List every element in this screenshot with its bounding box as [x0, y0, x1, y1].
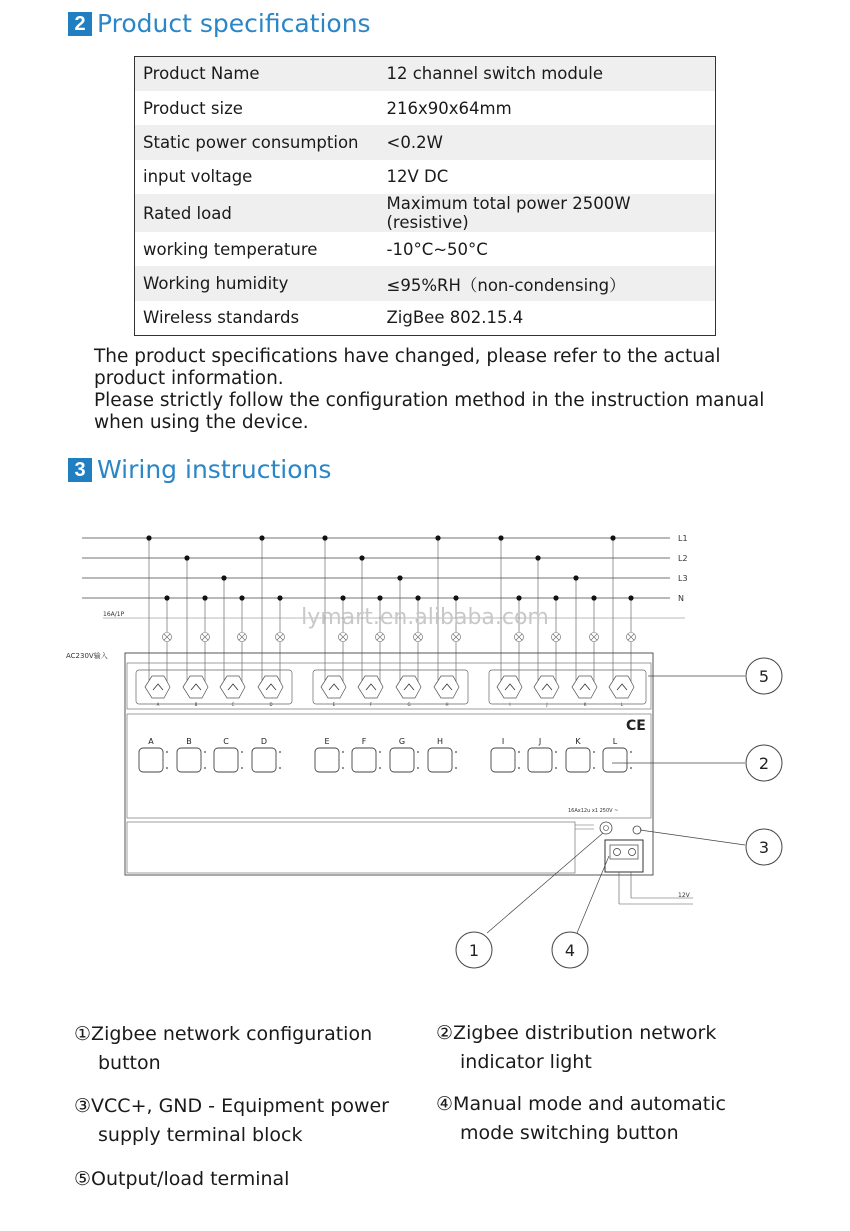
terminal-label: E: [332, 702, 336, 707]
zigbee-config-button[interactable]: [600, 822, 612, 834]
legend-text: Zigbee distribution network: [453, 1022, 717, 1044]
load-lamp-icon: [339, 633, 348, 642]
legend-item-power-terminal: [74, 1092, 414, 1150]
junction-dot: [453, 595, 458, 600]
spec-key: Product size: [143, 98, 243, 118]
bus-line-label: L1: [678, 534, 688, 543]
terminal-label: J: [546, 702, 548, 707]
channel-label: K: [575, 737, 581, 746]
spec-key: Rated load: [135, 194, 379, 232]
legend-text: VCC+, GND - Equipment power: [91, 1095, 389, 1117]
junction-dot: [610, 535, 615, 540]
legend-text-cont: supply terminal block: [98, 1124, 303, 1146]
section-number-badge: 3: [68, 458, 92, 482]
terminal-label: B: [194, 702, 198, 707]
junction-dot: [435, 535, 440, 540]
legend-text-cont: mode switching button: [460, 1122, 679, 1144]
channel-label: I: [501, 737, 505, 746]
spec-key: Working humidity: [135, 266, 379, 300]
rating-label: 16Ax12u x1 250V ~: [568, 808, 619, 814]
legend-item-config-button: [74, 1020, 414, 1078]
legend-item-mode-button: [436, 1090, 776, 1148]
legend-text-cont: indicator light: [460, 1051, 592, 1073]
junction-dot: [146, 535, 151, 540]
notes: [94, 346, 794, 434]
load-lamp-icon: [276, 633, 285, 642]
legend-text: Output/load terminal: [91, 1168, 290, 1190]
spec-value: ≤95%RH（non-condensing）: [379, 266, 716, 300]
channel-indicator: [603, 737, 632, 772]
watermark: lymart.en.alibaba.com: [301, 605, 549, 630]
channel-indicator: [315, 737, 344, 772]
zigbee-indicator-light: [633, 826, 641, 834]
bus-line-label: N: [678, 594, 684, 603]
section-title-text: Product specifications: [97, 9, 371, 38]
spec-value: <0.2W: [379, 125, 716, 159]
section-title-specifications: [68, 9, 371, 38]
channel-indicator: [177, 737, 206, 772]
junction-dot: [498, 535, 503, 540]
junction-dot: [277, 595, 282, 600]
legend-text: Zigbee network configuration: [91, 1023, 373, 1045]
output-terminal: [497, 676, 522, 707]
junction-dot: [340, 595, 345, 600]
junction-dot: [415, 595, 420, 600]
load-lamp-icon: [201, 633, 210, 642]
input-label: AC230V输入: [66, 652, 108, 660]
breaker-label: 16A/1P: [103, 611, 125, 618]
spec-key: Product Name: [135, 57, 379, 91]
legend-text-cont: button: [98, 1052, 161, 1074]
channel-label: D: [260, 737, 268, 746]
terminal-label: H: [445, 702, 449, 707]
bus-lines: [82, 538, 670, 598]
channel-indicator: [352, 737, 381, 772]
supply-label: 12V: [678, 892, 690, 899]
spec-value: -10°C~50°C: [386, 239, 488, 259]
section-number-badge: 2: [68, 12, 92, 36]
callout-3: [746, 829, 782, 865]
channel-indicator: [428, 737, 457, 772]
legend-mark: ④: [436, 1093, 454, 1115]
table-row: [135, 266, 716, 300]
output-terminal: [396, 676, 421, 707]
terminal-label: I: [509, 702, 511, 707]
output-terminal: [258, 676, 283, 707]
output-terminal: [145, 676, 170, 707]
legend-item-indicator-light: [436, 1019, 776, 1077]
channel-label: C: [223, 737, 229, 746]
channel-indicator: [528, 737, 557, 772]
load-lamp-icon: [414, 633, 423, 642]
channel-label: L: [612, 737, 618, 746]
section-title-text: Wiring instructions: [97, 455, 332, 484]
bus-line-label: L3: [678, 574, 688, 583]
channel-label: B: [186, 737, 192, 746]
spec-value: 12V DC: [386, 167, 449, 187]
bus-line-label: L2: [678, 554, 688, 563]
table-row: [135, 194, 716, 232]
channel-indicator: [252, 737, 281, 772]
channel-label: E: [324, 737, 330, 746]
callout-number: 3: [758, 838, 770, 857]
spec-key: Wireless standards: [143, 308, 300, 328]
table-row: [135, 125, 716, 159]
table-row: [135, 160, 716, 194]
terminal-label: C: [231, 702, 235, 707]
note-config-method: Please strictly follow the configuration method in the instruction manual when using the device.: [94, 390, 765, 433]
spec-key: input voltage: [143, 167, 253, 187]
channel-label: G: [398, 737, 406, 746]
output-terminal: [434, 676, 459, 707]
output-terminal: [183, 676, 208, 707]
load-lamp-icon: [238, 633, 247, 642]
spec-value: 216x90x64mm: [386, 98, 512, 118]
channel-label: J: [538, 737, 542, 746]
callout-number: 5: [758, 667, 770, 686]
output-terminal: [534, 676, 559, 707]
spec-key: working temperature: [143, 239, 318, 259]
spec-value: 12 channel switch module: [379, 57, 716, 91]
channel-label: A: [148, 737, 154, 746]
callout-2: [746, 745, 782, 781]
channel-indicator: [566, 737, 595, 772]
load-lamp-icon: [627, 633, 636, 642]
junction-dot: [239, 595, 244, 600]
spec-value: Maximum total power 2500W (resistive): [379, 194, 716, 232]
table-row: [135, 232, 716, 266]
callout-4: [552, 932, 588, 968]
table-row: [135, 91, 716, 125]
legend-mark: ①: [74, 1023, 92, 1045]
terminal-label: F: [369, 702, 373, 707]
callout-number: 4: [564, 941, 576, 960]
spec-table: [134, 56, 716, 336]
load-lamp-icon: [552, 633, 561, 642]
junction-dot: [164, 595, 169, 600]
terminal-label: A: [156, 702, 160, 707]
table-row: [135, 57, 716, 91]
junction-dot: [184, 555, 189, 560]
legend-mark: ③: [74, 1095, 92, 1117]
output-terminal: [220, 676, 245, 707]
junction-dot: [535, 555, 540, 560]
callout-number: 2: [758, 754, 770, 773]
output-terminals: [136, 670, 646, 707]
channel-indicators: [139, 737, 632, 772]
legend-item-output-terminal: [74, 1165, 414, 1194]
output-terminal: [321, 676, 346, 707]
spec-value: ZigBee 802.15.4: [386, 308, 524, 328]
junction-dot: [377, 595, 382, 600]
note-spec-change: The product specifications have changed, please refer to the actual product information.: [94, 346, 721, 389]
legend-mark: ②: [436, 1022, 454, 1044]
callout-1: [456, 932, 492, 968]
junction-dot: [359, 555, 364, 560]
junction-dot: [322, 535, 327, 540]
channel-label: H: [436, 737, 444, 746]
load-lamp-icon: [590, 633, 599, 642]
spec-key: Static power consumption: [135, 125, 379, 159]
junction-dot: [573, 575, 578, 580]
channel-indicator: [139, 737, 168, 772]
junction-dot: [259, 535, 264, 540]
junction-dot: [591, 595, 596, 600]
channel-label: F: [361, 737, 367, 746]
callout-number: 1: [468, 941, 480, 960]
channel-indicator: [214, 737, 243, 772]
junction-dot: [516, 595, 521, 600]
junction-dot: [202, 595, 207, 600]
junction-dot: [397, 575, 402, 580]
table-row: [135, 301, 716, 335]
junction-dot: [628, 595, 633, 600]
output-terminal: [358, 676, 383, 707]
load-lamp-icon: [376, 633, 385, 642]
lower-cover: [127, 822, 575, 873]
output-terminal: [609, 676, 634, 707]
legend-mark: ⑤: [74, 1168, 92, 1190]
channel-indicator: [491, 737, 520, 772]
callout-5: [746, 658, 782, 694]
load-lamp-icon: [163, 633, 172, 642]
channel-indicator: [390, 737, 419, 772]
output-terminal: [572, 676, 597, 707]
terminal-label: D: [269, 702, 273, 707]
terminal-label: L: [620, 702, 624, 707]
wiring-diagram: [0, 500, 850, 990]
ce-mark: CE: [626, 718, 646, 734]
load-lamp-icon: [515, 633, 524, 642]
load-lamp-icon: [452, 633, 461, 642]
junction-dot: [221, 575, 226, 580]
legend-text: Manual mode and automatic: [453, 1093, 726, 1115]
section-title-wiring: [68, 455, 331, 484]
terminal-label: G: [407, 702, 411, 707]
terminal-label: K: [583, 702, 587, 707]
junction-dot: [553, 595, 558, 600]
